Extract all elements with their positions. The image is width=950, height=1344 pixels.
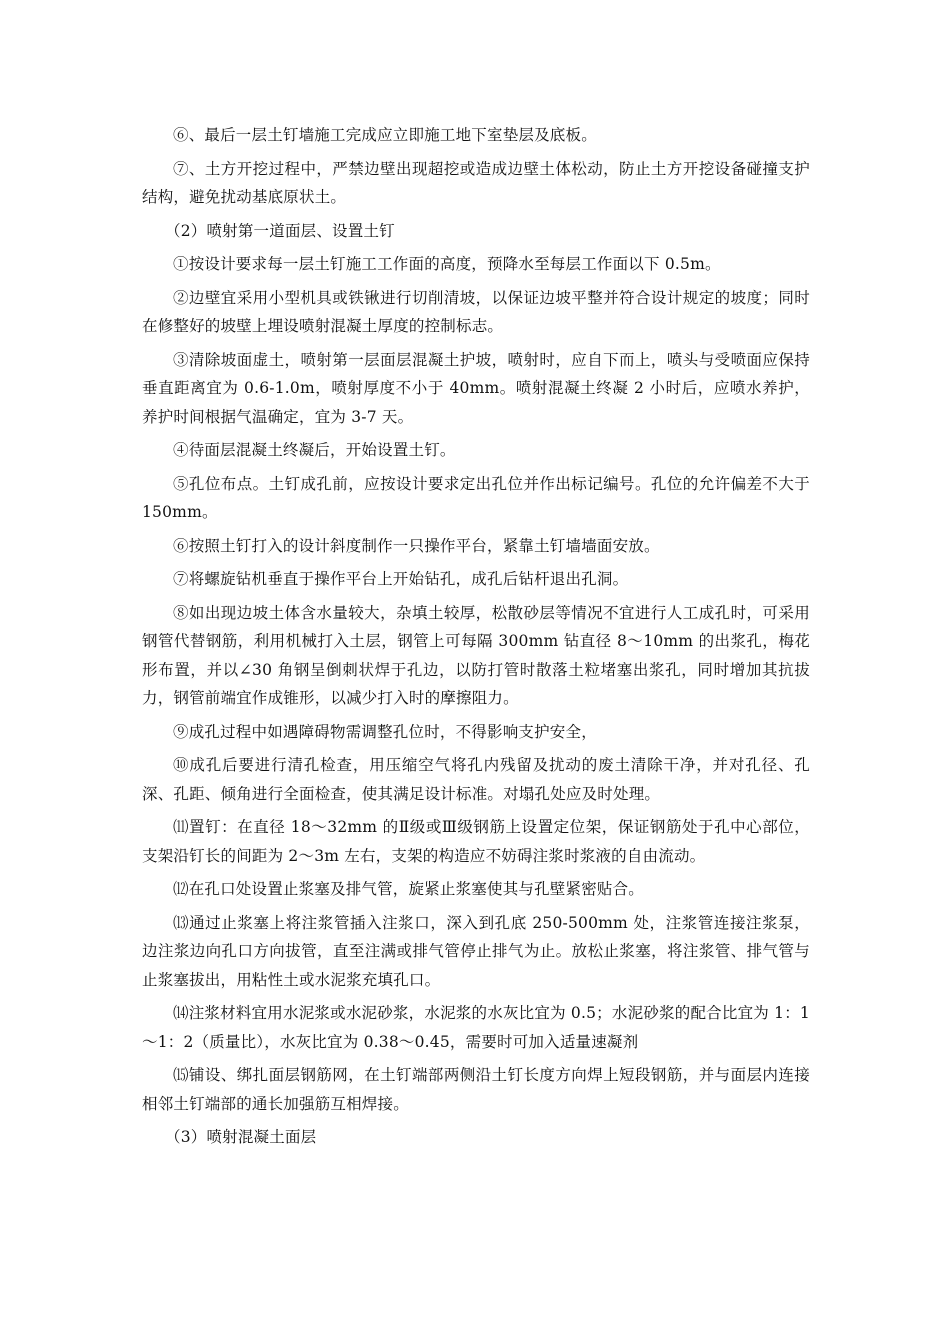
paragraph-step-4: ④待面层混凝土终凝后，开始设置土钉。	[173, 441, 456, 460]
paragraph-item-6: ⑥、最后一层土钉墙施工完成应立即施工地下室垫层及底板。	[173, 126, 597, 144]
paragraph-step-1: ①按设计要求每一层土钉施工工作面的高度，预降水至每层工作面以下 0.5m。	[173, 255, 721, 274]
document-body	[142, 121, 810, 1152]
paragraph-step-8: ⑧如出现边坡土体含水量较大，杂填土较厚，松散砂层等情况不宜进行人工成孔时，可采用钢管代替钢筋，利用机械打入土层，钢管上可每隔 300mm 钻直径 8～10mm 的出浆孔，梅花形布置，并以∠30 角钢呈倒刺状焊于孔边，以防打管时散落土粒堵塞出浆孔，同时增加其抗拔力，钢管前端宜作成锥形，以减少打入时的摩擦阻力。	[142, 603, 810, 708]
paragraph-step-13: ⒀通过止浆塞上将注浆管插入注浆口，深入到孔底 250-500mm 处，注浆管连接注浆泵，边注浆边向孔口方向拔管，直至注满或排气管停止排气为止。放松止浆塞，将注浆管、排气管与止浆塞拔出，用粘性土或水泥浆充填孔口。	[142, 913, 810, 989]
paragraph-step-9: ⑨成孔过程中如遇障碍物需调整孔位时，不得影响支护安全，	[173, 722, 597, 741]
paragraph-step-2: ②边壁宜采用小型机具或铁锹进行切削清坡，以保证边坡平整并符合设计规定的坡度；同时在修整好的坡壁上埋设喷射混凝土厚度的控制标志。	[142, 288, 810, 336]
paragraph-item-7: ⑦、土方开挖过程中，严禁边壁出现超挖或造成边壁土体松动，防止土方开挖设备碰撞支护结构，避免扰动基底原状土。	[142, 159, 810, 206]
paragraph-step-10: ⑩成孔后要进行清孔检查，用压缩空气将孔内残留及扰动的废土清除干净，并对孔径、孔深、孔距、倾角进行全面检查，使其满足设计标准。对塌孔处应及时处理。	[142, 756, 810, 803]
paragraph-step-12: ⑿在孔口处设置止浆塞及排气管，旋紧止浆塞使其与孔壁紧密贴合。	[173, 880, 645, 899]
paragraph-step-5: ⑤孔位布点。土钉成孔前，应按设计要求定出孔位并作出标记编号。孔位的允许偏差不大于 150mm。	[142, 474, 810, 522]
paragraph-step-15: ⒂铺设、绑扎面层钢筋网，在土钉端部两侧沿土钉长度方向焊上短段钢筋，并与面层内连接相邻土钉端部的通长加强筋互相焊接。	[142, 1066, 810, 1113]
paragraph-step-14: ⒁注浆材料宜用水泥浆或水泥砂浆，水泥浆的水灰比宜为 0.5；水泥砂浆的配合比宜为 1：1～1：2（质量比），水灰比宜为 0.38～0.45，需要时可加入适量速凝剂	[142, 1004, 810, 1051]
paragraph-step-11: ⑾置钉：在直径 18～32mm 的Ⅱ级或Ⅲ级钢筋上设置定位架，保证钢筋处于孔中心部位，支架沿钉长的间距为 2～3m 左右，支架的构造应不妨碍注浆时浆液的自由流动。	[142, 818, 810, 865]
paragraph-step-7: ⑦将螺旋钻机垂直于操作平台上开始钻孔，成孔后钻杆退出孔洞。	[173, 570, 629, 589]
paragraph-step-6: ⑥按照土钉打入的设计斜度制作一只操作平台，紧靠土钉墙墙面安放。	[173, 536, 660, 555]
paragraph-step-3: ③清除坡面虚土，喷射第一层面层混凝土护坡，喷射时，应自下而上，喷头与受喷面应保持垂直距离宜为 0.6-1.0m，喷射厚度不小于 40mm。喷射混凝土终凝 2 小时后，应喷水养护，养护时间根据气温确定，宜为 3-7 天。	[142, 350, 810, 426]
section-heading-3: （3）喷射混凝土面层	[165, 1128, 317, 1147]
section-heading-2: （2）喷射第一道面层、设置土钉	[165, 221, 395, 240]
